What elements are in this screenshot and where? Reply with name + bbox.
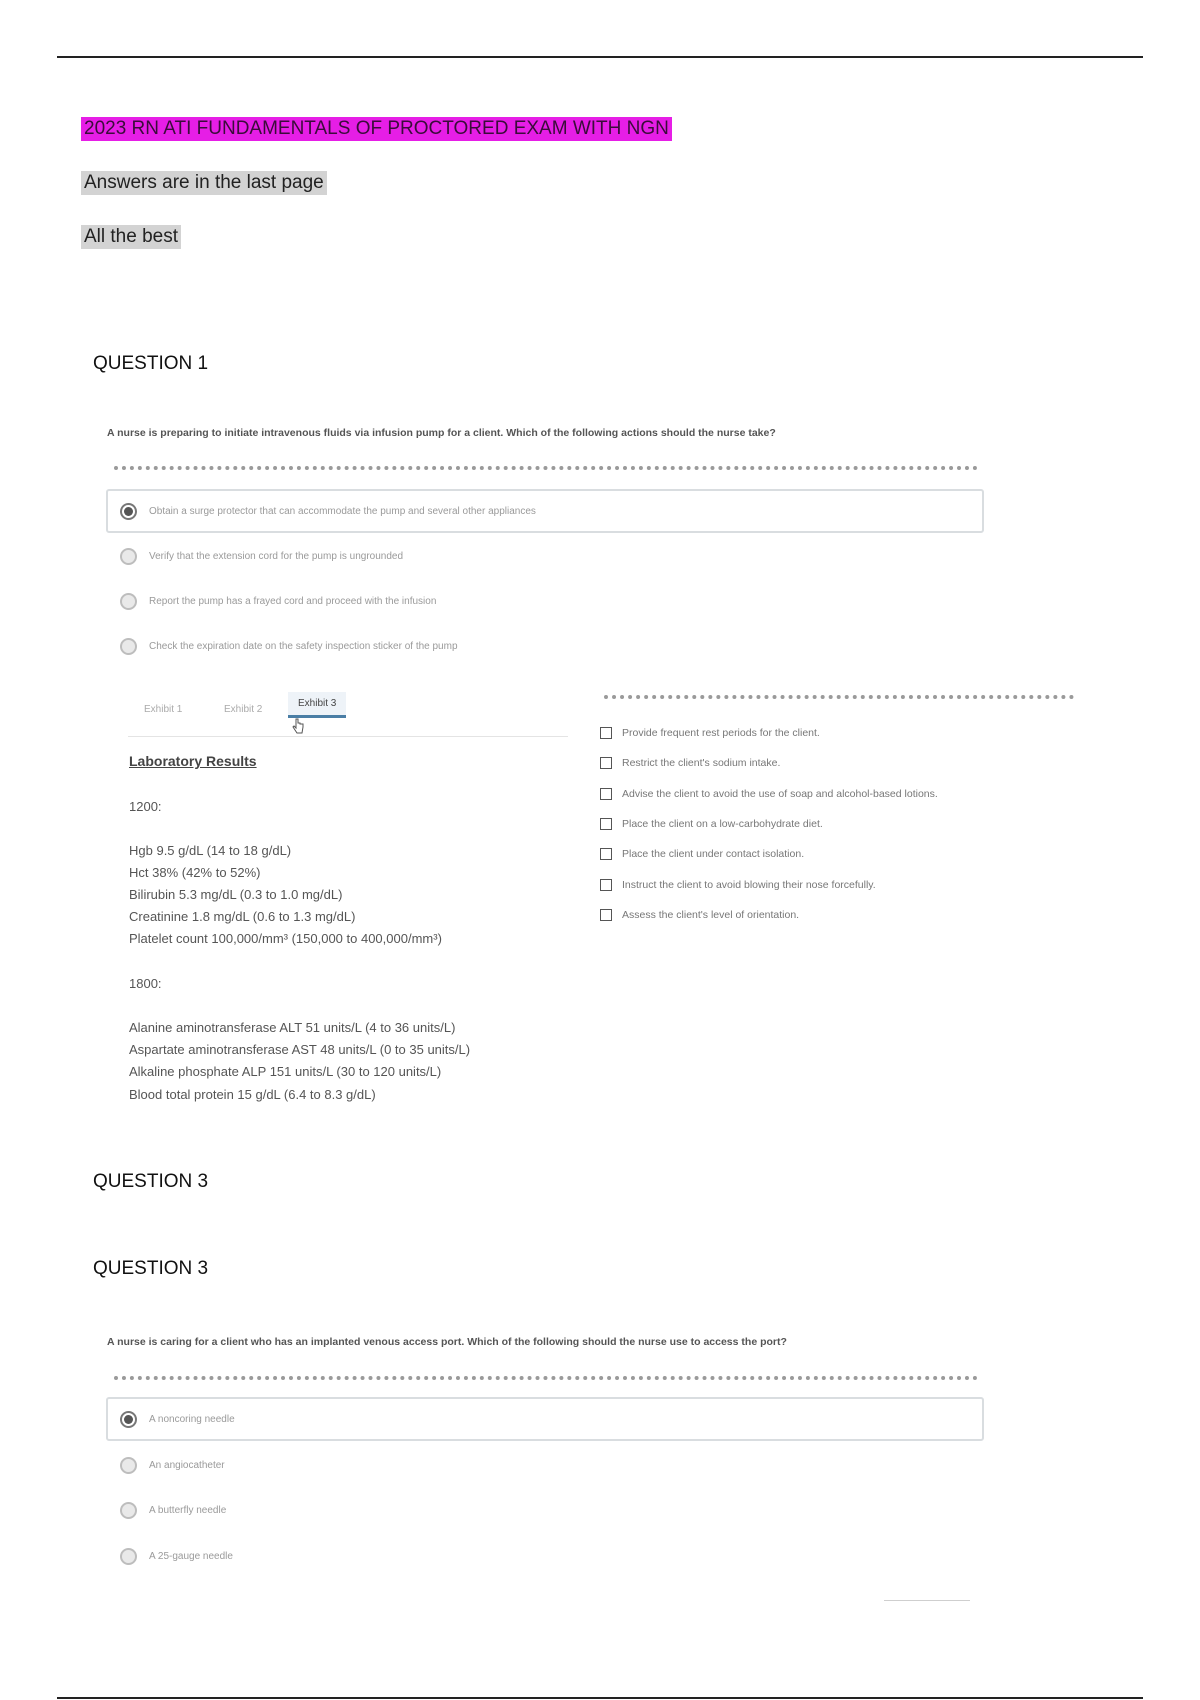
question-1-heading: QUESTION 1 [93, 353, 209, 374]
checkbox-option-5[interactable] [600, 848, 804, 860]
lab-results-title: Laboratory Results [129, 753, 257, 769]
q3-option-2[interactable] [120, 1451, 225, 1479]
q3-option-1[interactable] [106, 1397, 984, 1441]
lab-value: Aspartate aminotransferase AST 48 units/L (0 to 35 units/L) [129, 1042, 471, 1057]
checkbox-icon[interactable] [600, 727, 612, 739]
document-title: 2023 RN ATI FUNDAMENTALS OF PROCTORED EXAM WITH NGN [81, 117, 672, 141]
tab-exhibit-2[interactable]: Exhibit 2 [224, 704, 263, 715]
checkbox-icon[interactable] [600, 788, 612, 800]
q1-option-3[interactable] [120, 587, 436, 615]
lab-value: Hct 38% (42% to 52%) [129, 865, 261, 880]
checkbox-option-2[interactable] [600, 757, 780, 769]
checkbox-icon[interactable] [600, 909, 612, 921]
lab-value: Platelet count 100,000/mm³ (150,000 to 400,000/mm³) [129, 931, 442, 946]
checkbox-label: Instruct the client to avoid blowing their nose forcefully. [622, 879, 876, 891]
checkbox-option-6[interactable] [600, 879, 876, 891]
lab-value: Hgb 9.5 g/dL (14 to 18 g/dL) [129, 843, 292, 858]
checkbox-label: Assess the client's level of orientation. [622, 909, 800, 921]
lab-value: Alkaline phosphate ALP 151 units/L (30 to 120 units/L) [129, 1064, 442, 1079]
radio-icon[interactable] [120, 548, 137, 565]
wishes-note: All the best [81, 225, 181, 249]
option-label: Report the pump has a frayed cord and proceed with the infusion [149, 595, 437, 607]
tab-exhibit-1[interactable]: Exhibit 1 [144, 704, 183, 715]
checkbox-option-4[interactable] [600, 818, 823, 830]
tab-exhibit-3[interactable]: Exhibit 3 [288, 692, 346, 718]
lab-value: Bilirubin 5.3 mg/dL (0.3 to 1.0 mg/dL) [129, 887, 343, 902]
option-label: A butterfly needle [149, 1504, 227, 1516]
radio-icon[interactable] [120, 1548, 137, 1565]
checkbox-label: Restrict the client's sodium intake. [622, 757, 781, 769]
checkbox-label: Place the client under contact isolation. [622, 848, 805, 860]
q1-option-1[interactable] [106, 489, 984, 533]
radio-icon[interactable] [120, 1457, 137, 1474]
lab-value: Blood total protein 15 g/dL (6.4 to 8.3 g/dL) [129, 1087, 376, 1102]
checkbox-icon[interactable] [600, 848, 612, 860]
answers-note: Answers are in the last page [81, 171, 327, 195]
radio-icon[interactable] [120, 638, 137, 655]
option-label: A noncoring needle [149, 1413, 235, 1425]
time-1200: 1200: [129, 799, 162, 814]
time-1800: 1800: [129, 976, 162, 991]
checkbox-label: Provide frequent rest periods for the client. [622, 727, 820, 739]
faint-divider [884, 1600, 970, 1601]
option-label: A 25-gauge needle [149, 1550, 233, 1562]
checkbox-icon[interactable] [600, 818, 612, 830]
checkbox-label: Place the client on a low-carbohydrate diet. [622, 818, 823, 830]
q1-option-2[interactable] [120, 542, 403, 570]
question-3-stem: A nurse is caring for a client who has an implanted venous access port. Which of the following should the nurse use to access the port? [107, 1336, 787, 1348]
question-3-heading: QUESTION 3 [93, 1171, 209, 1192]
divider-dots [114, 1376, 978, 1380]
checkbox-icon[interactable] [600, 757, 612, 769]
divider-dots [114, 466, 978, 470]
divider-dots [604, 695, 1074, 699]
exhibit-tabs [128, 690, 568, 737]
option-label: Obtain a surge protector that can accommodate the pump and several other appliances [149, 505, 536, 517]
radio-selected-icon[interactable] [120, 503, 137, 520]
hand-cursor-icon [292, 718, 304, 734]
checkbox-option-7[interactable] [600, 909, 799, 921]
radio-icon[interactable] [120, 1502, 137, 1519]
option-label: Verify that the extension cord for the pump is ungrounded [149, 550, 404, 562]
q3-option-4[interactable] [120, 1542, 233, 1570]
q1-option-4[interactable] [120, 632, 458, 660]
q3-option-3[interactable] [120, 1496, 226, 1524]
question-3-heading-repeat: QUESTION 3 [93, 1258, 209, 1279]
question-1-stem: A nurse is preparing to initiate intravenous fluids via infusion pump for a client. Which of the following actions should the nurse take? [107, 427, 776, 439]
lab-value: Alanine aminotransferase ALT 51 units/L (4 to 36 units/L) [129, 1020, 456, 1035]
radio-selected-icon[interactable] [120, 1411, 137, 1428]
checkbox-icon[interactable] [600, 879, 612, 891]
option-label: An angiocatheter [149, 1459, 225, 1471]
option-label: Check the expiration date on the safety inspection sticker of the pump [149, 640, 458, 652]
checkbox-option-1[interactable] [600, 727, 820, 739]
lab-value: Creatinine 1.8 mg/dL (0.6 to 1.3 mg/dL) [129, 909, 356, 924]
checkbox-label: Advise the client to avoid the use of soap and alcohol-based lotions. [622, 788, 938, 800]
bottom-rule [57, 1697, 1143, 1699]
checkbox-option-3[interactable] [600, 788, 938, 800]
top-rule [57, 56, 1143, 58]
radio-icon[interactable] [120, 593, 137, 610]
